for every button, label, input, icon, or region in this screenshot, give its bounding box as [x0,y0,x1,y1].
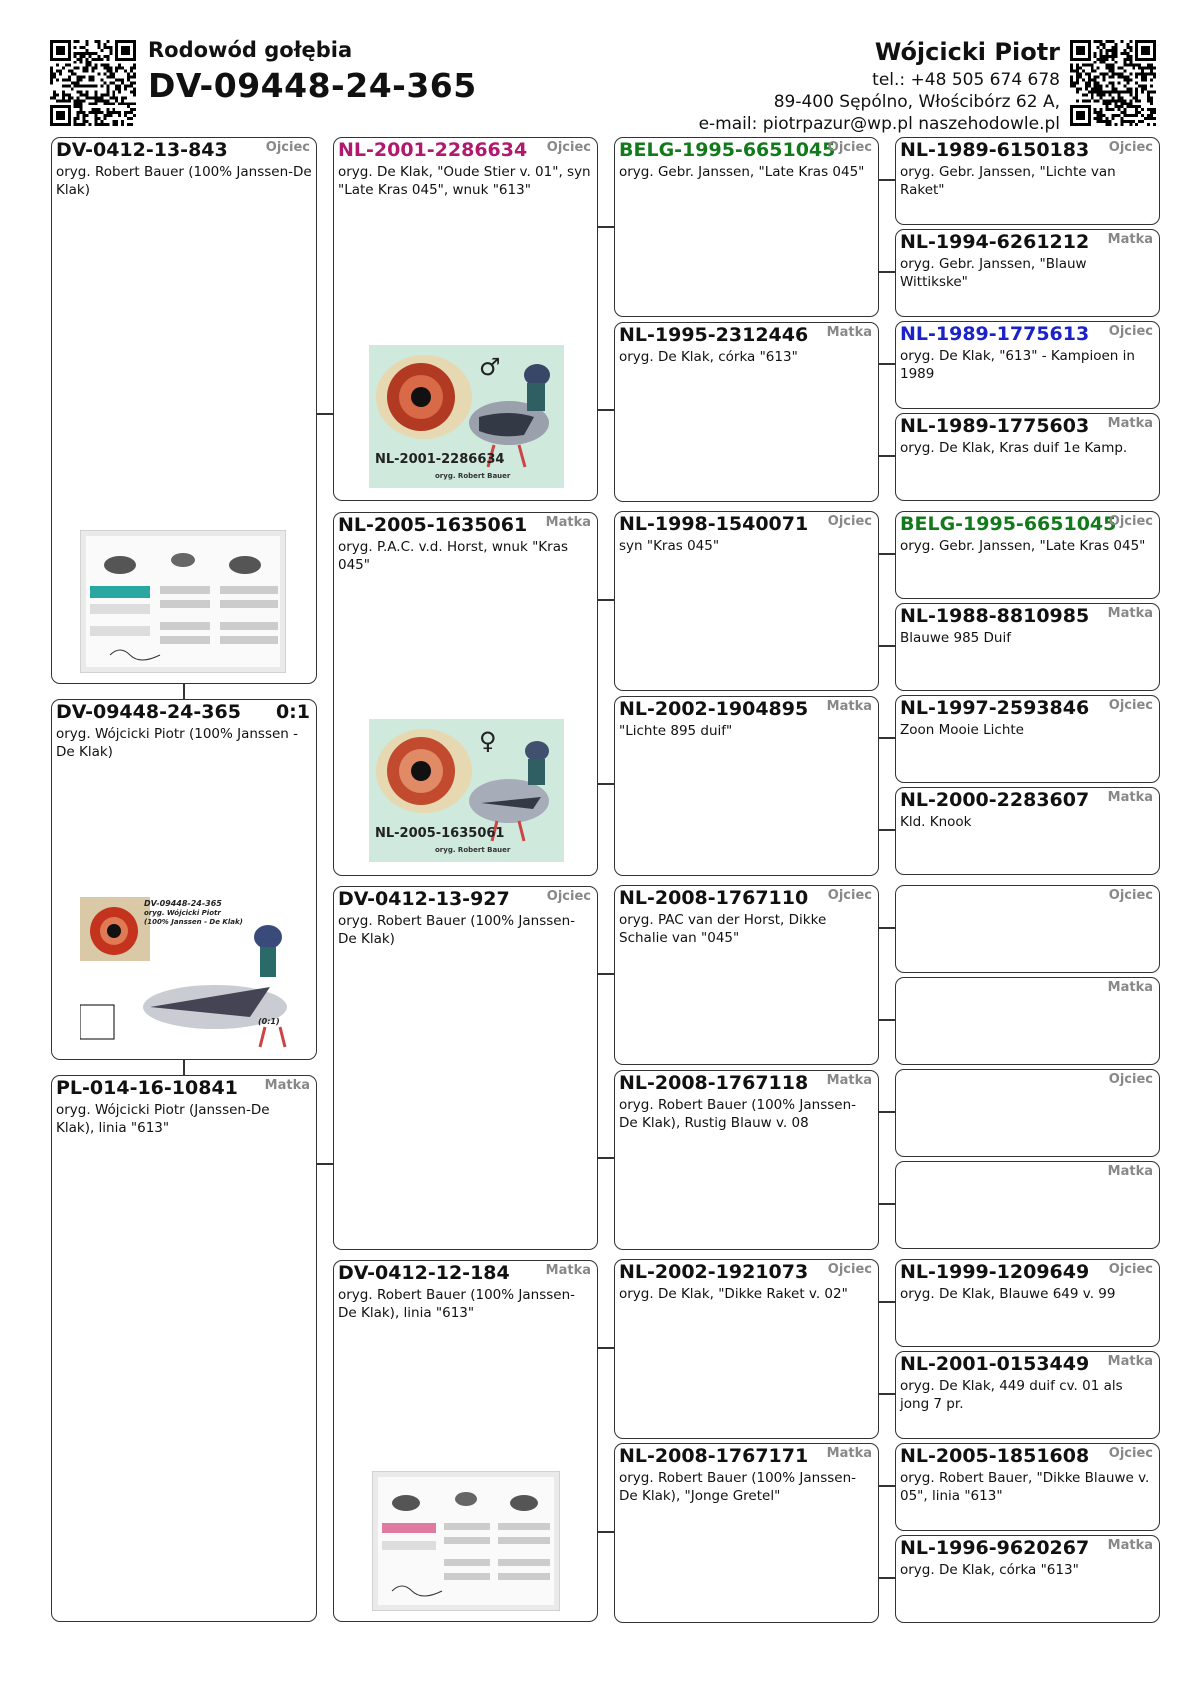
pedigree-card-gggparent [895,787,1160,875]
pigeon-description: Blauwe 985 Duif [900,630,1011,646]
sex-label: Matka [1107,1354,1153,1369]
sex-label: Matka [545,515,591,530]
sex-label: Ojciec [827,140,872,155]
pedigree-card-ggparent [614,696,879,876]
sex-label: Ojciec [1108,140,1153,155]
sex-label: Ojciec [546,889,591,904]
connector [878,927,896,929]
connector [597,1157,615,1159]
connector [878,1203,896,1205]
connector [878,1485,896,1487]
pigeon-description: oryg. Robert Bauer (100% Janssen-De Klak) [56,164,312,198]
connector [878,363,896,365]
pigeon-description: oryg. Robert Bauer, "Dikke Blauwe v. 05", linia "613" [900,1470,1150,1504]
sex-label: Matka [1107,980,1153,995]
ring-number: DV-0412-13-927 [338,888,510,910]
connector [183,683,185,700]
sex-label: Ojciec [1108,888,1153,903]
photo-caption: (0:1) [258,1017,280,1026]
connector [597,1531,615,1533]
ring-number: NL-1998-1540071 [619,513,809,535]
connector [316,1163,334,1165]
pigeon-photo [369,345,564,488]
sex-label: Matka [264,1078,310,1093]
ring-number: NL-2008-1767171 [619,1445,809,1467]
photo-caption: (100% Janssen - De Klak) [144,918,243,926]
ring-number: NL-2001-0153449 [900,1353,1090,1375]
photo-caption: oryg. Wójcicki Piotr [144,909,221,917]
pigeon-description: "Lichte 895 duif" [619,723,733,739]
pigeon-description: oryg. Robert Bauer (100% Janssen-De Klak) [338,913,575,947]
ring-number: NL-1995-2312446 [619,324,809,346]
sex-label: Ojciec [827,1262,872,1277]
pigeon-description: oryg. De Klak, "Oude Stier v. 01", syn "Late Kras 045", wnuk "613" [338,164,591,198]
pigeon-description: Zoon Mooie Lichte [900,722,1024,738]
sex-symbol: ♂ [479,353,501,381]
connector [878,1019,896,1021]
pedigree-document-photo [80,530,286,673]
qr-code-left [50,40,136,126]
ring-number: NL-1997-2593846 [900,697,1090,719]
pedigree-card-ggparent [614,885,879,1065]
sex-symbol: ♀ [479,727,497,755]
ring-number: NL-2005-1635061 [338,514,528,536]
owner-name: Wójcicki Piotr [874,38,1060,66]
pedigree-card-gggparent [895,1161,1160,1249]
pedigree-card-maternal-grandmother [333,1260,598,1622]
photo-caption: NL-2005-1635061 [375,826,505,841]
sex-label: Matka [1107,1538,1153,1553]
pigeon-description: oryg. De Klak, córka "613" [619,349,798,365]
ring-number: DV-09448-24-365 [56,701,241,723]
owner-contact: e-mail: piotrpazur@wp.pl naszehodowle.pl [698,114,1060,134]
sex-label: Matka [1107,232,1153,247]
pigeon-description: oryg. Robert Bauer (100% Janssen-De Klak), "Jonge Gretel" [619,1470,856,1504]
qr-code-right [1070,40,1156,126]
document-title: DV-09448-24-365 [148,66,477,105]
pigeon-description: oryg. De Klak, Kras duif 1e Kamp. [900,440,1128,456]
pedigree-card-ggparent [614,322,879,502]
connector [597,599,615,601]
pedigree-card-gggparent [895,603,1160,691]
owner-address: 89-400 Sępólno, Włościbórz 62 A, [773,92,1060,112]
pedigree-card-gggparent [895,1259,1160,1347]
photo-caption: DV-09448-24-365 [144,899,222,908]
connector [878,645,896,647]
owner-phone: tel.: +48 505 674 678 [872,70,1060,90]
ring-number: NL-2000-2283607 [900,789,1090,811]
ring-number: NL-2008-1767110 [619,887,809,909]
connector [878,829,896,831]
pigeon-description: syn "Kras 045" [619,538,720,554]
connector [316,413,334,415]
ring-number: BELG-1995-6651045 [900,513,1117,535]
pigeon-photo [369,719,564,862]
pigeon-description: oryg. Gebr. Janssen, "Blauw Wittikske" [900,256,1087,290]
pedigree-card-ggparent [614,1443,879,1623]
sex-label: Ojciec [1108,514,1153,529]
pedigree-card-gggparent [895,1351,1160,1439]
photo-caption: NL-2001-2286634 [375,452,505,467]
pedigree-card-ggparent [614,1070,879,1250]
pedigree-card-maternal-grandfather [333,886,598,1250]
connector [878,1393,896,1395]
sex-label: Ojciec [1108,1262,1153,1277]
ring-number: NL-2002-1921073 [619,1261,809,1283]
pedigree-card-paternal-grandmother [333,512,598,876]
pedigree-card-gggparent [895,511,1160,599]
connector [597,409,615,411]
connector [878,553,896,555]
pigeon-description: Kld. Knook [900,814,972,830]
sex-label: Matka [826,1073,872,1088]
connector [597,1347,615,1349]
pigeon-description: oryg. De Klak, 449 duif cv. 01 als jong 7 pr. [900,1378,1123,1412]
pedigree-card-father [51,137,317,684]
pedigree-card-gggparent [895,695,1160,783]
pedigree-document-photo [372,1471,560,1611]
connector [597,226,615,228]
sex-label: Ojciec [265,140,310,155]
pedigree-card-gggparent [895,321,1160,409]
pigeon-description: oryg. De Klak, Blauwe 649 v. 99 [900,1286,1116,1302]
connector [183,1059,185,1076]
pigeon-description: oryg. Wójcicki Piotr (Janssen-De Klak), linia "613" [56,1102,270,1136]
connector [878,455,896,457]
pigeon-description: oryg. Robert Bauer (100% Janssen-De Klak), linia "613" [338,1287,575,1321]
pigeon-description: oryg. PAC van der Horst, Dikke Schalie van "045" [619,912,827,946]
connector [878,1111,896,1113]
sex-label: Matka [1107,416,1153,431]
ring-number: NL-1989-6150183 [900,139,1090,161]
pedigree-card-gggparent [895,885,1160,973]
pedigree-card-gggparent [895,229,1160,317]
pedigree-card-gggparent [895,1535,1160,1623]
photo-caption: oryg. Robert Bauer [435,846,511,854]
sex-label: Matka [1107,790,1153,805]
sex-label: Ojciec [1108,1446,1153,1461]
connector [597,783,615,785]
sex-label: Ojciec [546,140,591,155]
pigeon-description: oryg. Gebr. Janssen, "Late Kras 045" [619,164,865,180]
sex-label: Matka [826,325,872,340]
ring-number: NL-2002-1904895 [619,698,809,720]
document-subtitle: Rodowód gołębia [148,38,353,62]
ring-number: NL-1989-1775603 [900,415,1090,437]
connector [878,1577,896,1579]
ring-number: NL-2008-1767118 [619,1072,809,1094]
ring-number: NL-1996-9620267 [900,1537,1090,1559]
ring-number: DV-0412-13-843 [56,139,228,161]
ring-number: NL-1988-8810985 [900,605,1090,627]
pigeon-description: oryg. Wójcicki Piotr (100% Janssen - De Klak) [56,726,299,760]
pedigree-card-mother [51,1075,317,1622]
ring-number: DV-0412-12-184 [338,1262,510,1284]
pigeon-description: oryg. De Klak, "Dikke Raket v. 02" [619,1286,848,1302]
pedigree-card-ggparent [614,511,879,691]
ring-number: NL-2005-1851608 [900,1445,1090,1467]
connector [878,1301,896,1303]
connector [597,973,615,975]
sex-label: Ojciec [1108,1072,1153,1087]
sex-label: Matka [545,1263,591,1278]
pedigree-card-ggparent [614,1259,879,1439]
connector [878,271,896,273]
sex-label: Matka [826,699,872,714]
sex-label: Ojciec [1108,698,1153,713]
pedigree-card-ggparent [614,137,879,317]
photo-caption: oryg. Robert Bauer [435,472,511,480]
sex-label: Ojciec [827,888,872,903]
pedigree-card-subject [51,699,317,1060]
pedigree-card-gggparent [895,1069,1160,1157]
sex-label: Ojciec [1108,324,1153,339]
ring-number: BELG-1995-6651045 [619,139,836,161]
sex-label: Matka [1107,606,1153,621]
connector [878,179,896,181]
result-score: 0:1 [275,701,310,723]
pedigree-card-gggparent [895,413,1160,501]
ring-number: NL-1994-6261212 [900,231,1090,253]
pigeon-description: oryg. Gebr. Janssen, "Late Kras 045" [900,538,1146,554]
pedigree-card-gggparent [895,1443,1160,1531]
pigeon-description: oryg. Gebr. Janssen, "Lichte van Raket" [900,164,1116,198]
pedigree-card-paternal-grandfather [333,137,598,501]
pigeon-description: oryg. De Klak, córka "613" [900,1562,1079,1578]
pigeon-description: oryg. P.A.C. v.d. Horst, wnuk "Kras 045" [338,539,569,573]
subject-pigeon-photo [80,897,288,1051]
pigeon-description: oryg. De Klak, "613" - Kampioen in 1989 [900,348,1135,382]
ring-number: NL-2001-2286634 [338,139,528,161]
pedigree-card-gggparent [895,137,1160,225]
connector [878,737,896,739]
sex-label: Matka [826,1446,872,1461]
ring-number: PL-014-16-10841 [56,1077,238,1099]
ring-number: NL-1999-1209649 [900,1261,1090,1283]
pedigree-card-gggparent [895,977,1160,1065]
sex-label: Ojciec [827,514,872,529]
sex-label: Matka [1107,1164,1153,1179]
ring-number: NL-1989-1775613 [900,323,1090,345]
pigeon-description: oryg. Robert Bauer (100% Janssen-De Klak), Rustig Blauw v. 08 [619,1097,856,1131]
